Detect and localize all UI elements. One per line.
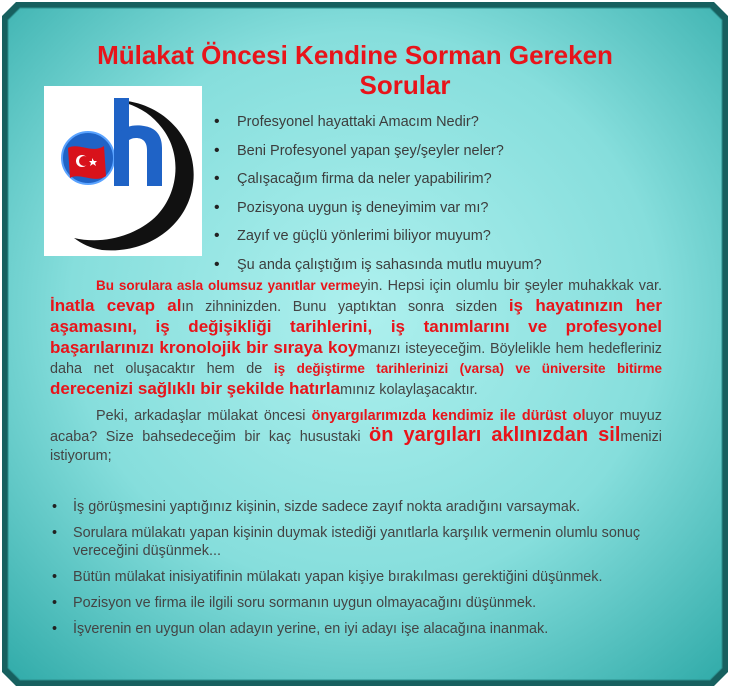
list-item: • İş görüşmesini yaptığınız kişinin, sizde sadece zayıf nokta aradığını varsaymak. <box>50 498 666 516</box>
list-item: • Zayıf ve güçlü yönlerimi biliyor muyum? <box>214 226 542 255</box>
title-line-2: Sorular <box>359 70 451 100</box>
body-text-run: uyor muyuz acaba? Size bahsedeceğim bir kaç husustaki <box>50 408 662 445</box>
body-text-run: manızı isteyeceğim. Böylelikle hem hedefleriniz daha net oluşacaktır hem de <box>50 341 662 377</box>
body-text-run: yin. Hepsi için olumlu bir şeyler muhakkak var. <box>360 278 662 294</box>
list-item: • Pozisyona uygun iş deneyimim var mı? <box>214 198 542 227</box>
list-item: • Profesyonel hayattaki Amacım Nedir? <box>214 112 542 141</box>
dh-logo-icon <box>44 86 202 256</box>
emphasis-text: İnatla cevap al <box>50 296 182 315</box>
emphasis-text: iş hayatınızın her aşamasını, iş değişikliği tarihlerini, iş tanımlarını ve profesyonel başarılarınızı kronolojik bir sıraya koy <box>50 296 662 357</box>
prejudice-list <box>50 498 666 646</box>
paragraph-2 <box>50 407 662 466</box>
list-item: • Çalışacağım firma da neler yapabilirim? <box>214 169 542 198</box>
body-text-run: menizi istiyorum; <box>50 429 662 464</box>
list-item: • İşverenin en uygun olan adayın yerine, en iyi adayı işe alacağına inanmak. <box>50 620 666 638</box>
emphasis-text: iş değiştirme tarihlerinizi (varsa) ve üniversite bitirme <box>273 361 662 376</box>
list-item: • Şu anda çalıştığım iş sahasında mutlu muyum? <box>214 255 542 284</box>
emphasis-text: ön yargıları aklınızdan sil <box>369 424 621 446</box>
body-text-run: mınız kolaylaşacaktır. <box>340 382 478 398</box>
list-item: • Beni Profesyonel yapan şey/şeyler neler? <box>214 141 542 170</box>
body-text-run: Peki, arkadaşlar mülakat öncesi <box>96 408 312 424</box>
emphasis-text: önyargılarımızda kendimiz ile dürüst ol <box>311 408 586 424</box>
emphasis-text: Bu sorulara asla olumsuz yanıtlar verme <box>96 278 361 293</box>
title-line-1: Mülakat Öncesi Kendine Sorman Gereken <box>97 40 613 70</box>
body-text-run: ın zihninizden. Bunu yaptıktan sonra sizden <box>181 299 509 315</box>
list-item: • Bütün mülakat inisiyatifinin mülakatı yapan kişiye bırakılması gerektiğini düşünmek. <box>50 568 666 586</box>
list-item: • Pozisyon ve firma ile ilgili soru sormanın uygun olmayacağını düşünmek. <box>50 594 666 612</box>
question-list <box>214 112 542 283</box>
paragraph-1 <box>50 276 662 400</box>
list-item: • Sorulara mülakatı yapan kişinin duymak istediği yanıtlarla karşılık vermenin olumlu sonuç vereceğini düşünmek... <box>50 524 666 560</box>
body-text <box>50 276 662 473</box>
dh-logo <box>44 86 202 256</box>
emphasis-text: derecenizi sağlıklı bir şekilde hatırla <box>50 379 341 398</box>
